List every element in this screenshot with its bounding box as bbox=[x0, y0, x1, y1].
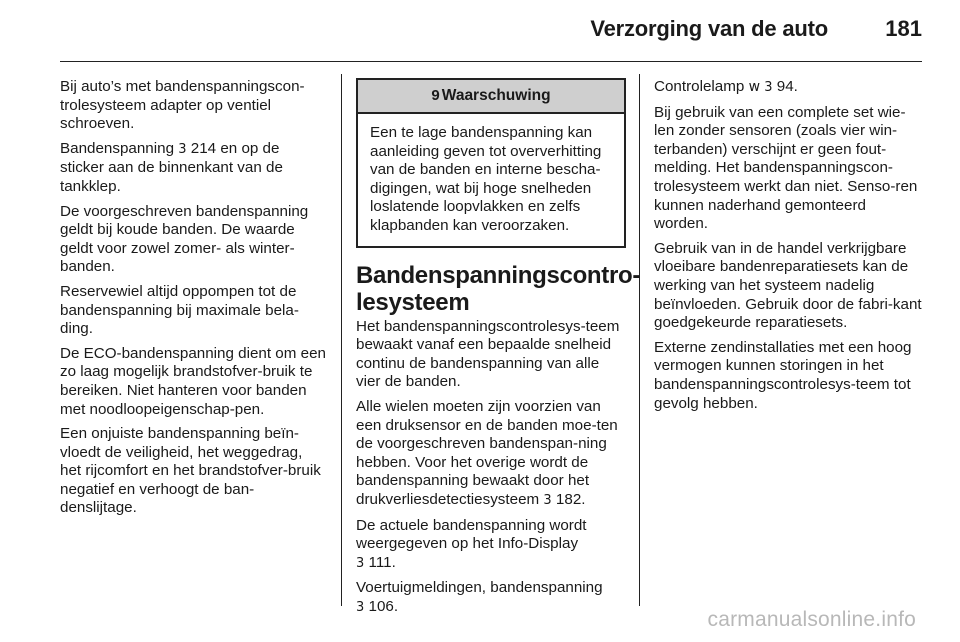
page-ref-icon: 3 bbox=[764, 80, 773, 95]
column-right bbox=[654, 78, 922, 419]
page-ref-icon: 3 bbox=[178, 141, 187, 157]
paragraph-eco-pressure: De ECO-bandenspanning dient om een zo laag mogelijk brandstofver-bruik te bereiken. Niet hanteren voor banden met noodloopeigenschap-pen. bbox=[60, 344, 326, 418]
column-divider-1 bbox=[341, 74, 342, 606]
page-ref-icon: 3 bbox=[356, 599, 365, 615]
text: 182. bbox=[555, 490, 586, 508]
text: Voertuigmeldingen, bandenspanning bbox=[356, 579, 603, 597]
paragraph-control-lamp bbox=[654, 78, 922, 98]
column-divider-2 bbox=[639, 74, 640, 606]
warning-box bbox=[356, 78, 626, 248]
page-ref-icon: 3 bbox=[543, 492, 552, 508]
text: Alle wielen moeten zijn voorzien van een druksensor en de banden moe-ten de voorgeschreven bandenspan-ning hebben. Voor het overige wordt de bandenspanning bewaakt door het drukverliesdetectiesysteem bbox=[356, 397, 618, 508]
column-middle bbox=[356, 78, 641, 623]
paragraph-cold-tyres: De voorgeschreven bandenspanning geldt bij koude banden. De waarde geldt voor zowel zomer- als winter-banden. bbox=[60, 202, 309, 276]
paragraph-radio-interference: Externe zendinstallaties met een hoog vermogen kunnen storingen in het bandenspanningscontrolesys-teem tot gevolg hebben. bbox=[654, 338, 912, 412]
warning-text: Een te lage bandenspanning kan aanleiding geven tot oververhitting van de banden en interne bescha-digingen, wat bij hoge snelheden loslatende loopvlakken en zelfs klapbanden kan veroorzaken. bbox=[370, 124, 602, 234]
warning-triangle-icon: 9 bbox=[431, 86, 440, 104]
section-heading: Bandenspanningscontro-lesysteem bbox=[356, 261, 641, 316]
paragraph-info-display bbox=[356, 517, 626, 574]
page-number: 181 bbox=[885, 16, 922, 41]
text: 94. bbox=[776, 78, 798, 95]
text: 111. bbox=[368, 553, 396, 571]
text: 214 en op de sticker aan de binnenkant van de tankklep. bbox=[60, 139, 283, 195]
text: Controlelamp bbox=[654, 78, 745, 95]
paragraph-incorrect-pressure: Een onjuiste bandenspanning beïn-vloedt de veiligheid, het weggedrag, het rijcomfort en het brandstofver-bruik negatief en verhoogt de ban-denslijtage. bbox=[60, 425, 321, 517]
text: De actuele bandenspanning wordt weergegeven op het Info-Display bbox=[356, 516, 587, 553]
paragraph-tpms-intro: Het bandenspanningscontrolesys-teem bewaakt vanaf een bepaalde snelheid continu de bandenspanning van alle vier de banden. bbox=[356, 317, 620, 391]
paragraph-tyre-pressure-ref bbox=[60, 140, 326, 197]
warning-title: Waarschuwing bbox=[441, 86, 551, 104]
text: 106. bbox=[368, 597, 399, 615]
paragraph-vehicle-messages bbox=[356, 579, 626, 617]
paragraph-sensors bbox=[356, 398, 626, 511]
page-title: Verzorging van de auto bbox=[590, 16, 828, 41]
header-divider bbox=[60, 61, 922, 62]
tyre-pressure-warning-icon: w bbox=[748, 79, 761, 95]
page-ref-icon: 3 bbox=[356, 555, 365, 571]
watermark: carmanualsonline.info bbox=[707, 608, 916, 631]
column-left bbox=[60, 78, 326, 524]
paragraph-spare-wheel: Reservewiel altijd oppompen tot de bandenspanning bij maximale bela-ding. bbox=[60, 282, 299, 338]
paragraph-adapter: Bij auto’s met bandenspanningscon-trolesysteem adapter op ventiel schroeven. bbox=[60, 78, 305, 133]
warning-header bbox=[358, 80, 624, 114]
text: Bandenspanning bbox=[60, 139, 175, 157]
paragraph-repair-kits: Gebruik van in de handel verkrijgbare vloeibare bandenreparatiesets kan de werking van het systeem nadelig beïnvloeden. Gebruik door de fabri-kant goedgekeurde reparatiesets. bbox=[654, 239, 922, 332]
paragraph-wheels-without-sensors: Bij gebruik van een complete set wie-len zonder sensoren (zoals vier win-terbanden) verschijnt er geen fout-melding. Het bandenspanningscon-trolesysteem werkt dan niet. Senso-ren kunnen naderhand gemonteerd worden. bbox=[654, 103, 918, 233]
